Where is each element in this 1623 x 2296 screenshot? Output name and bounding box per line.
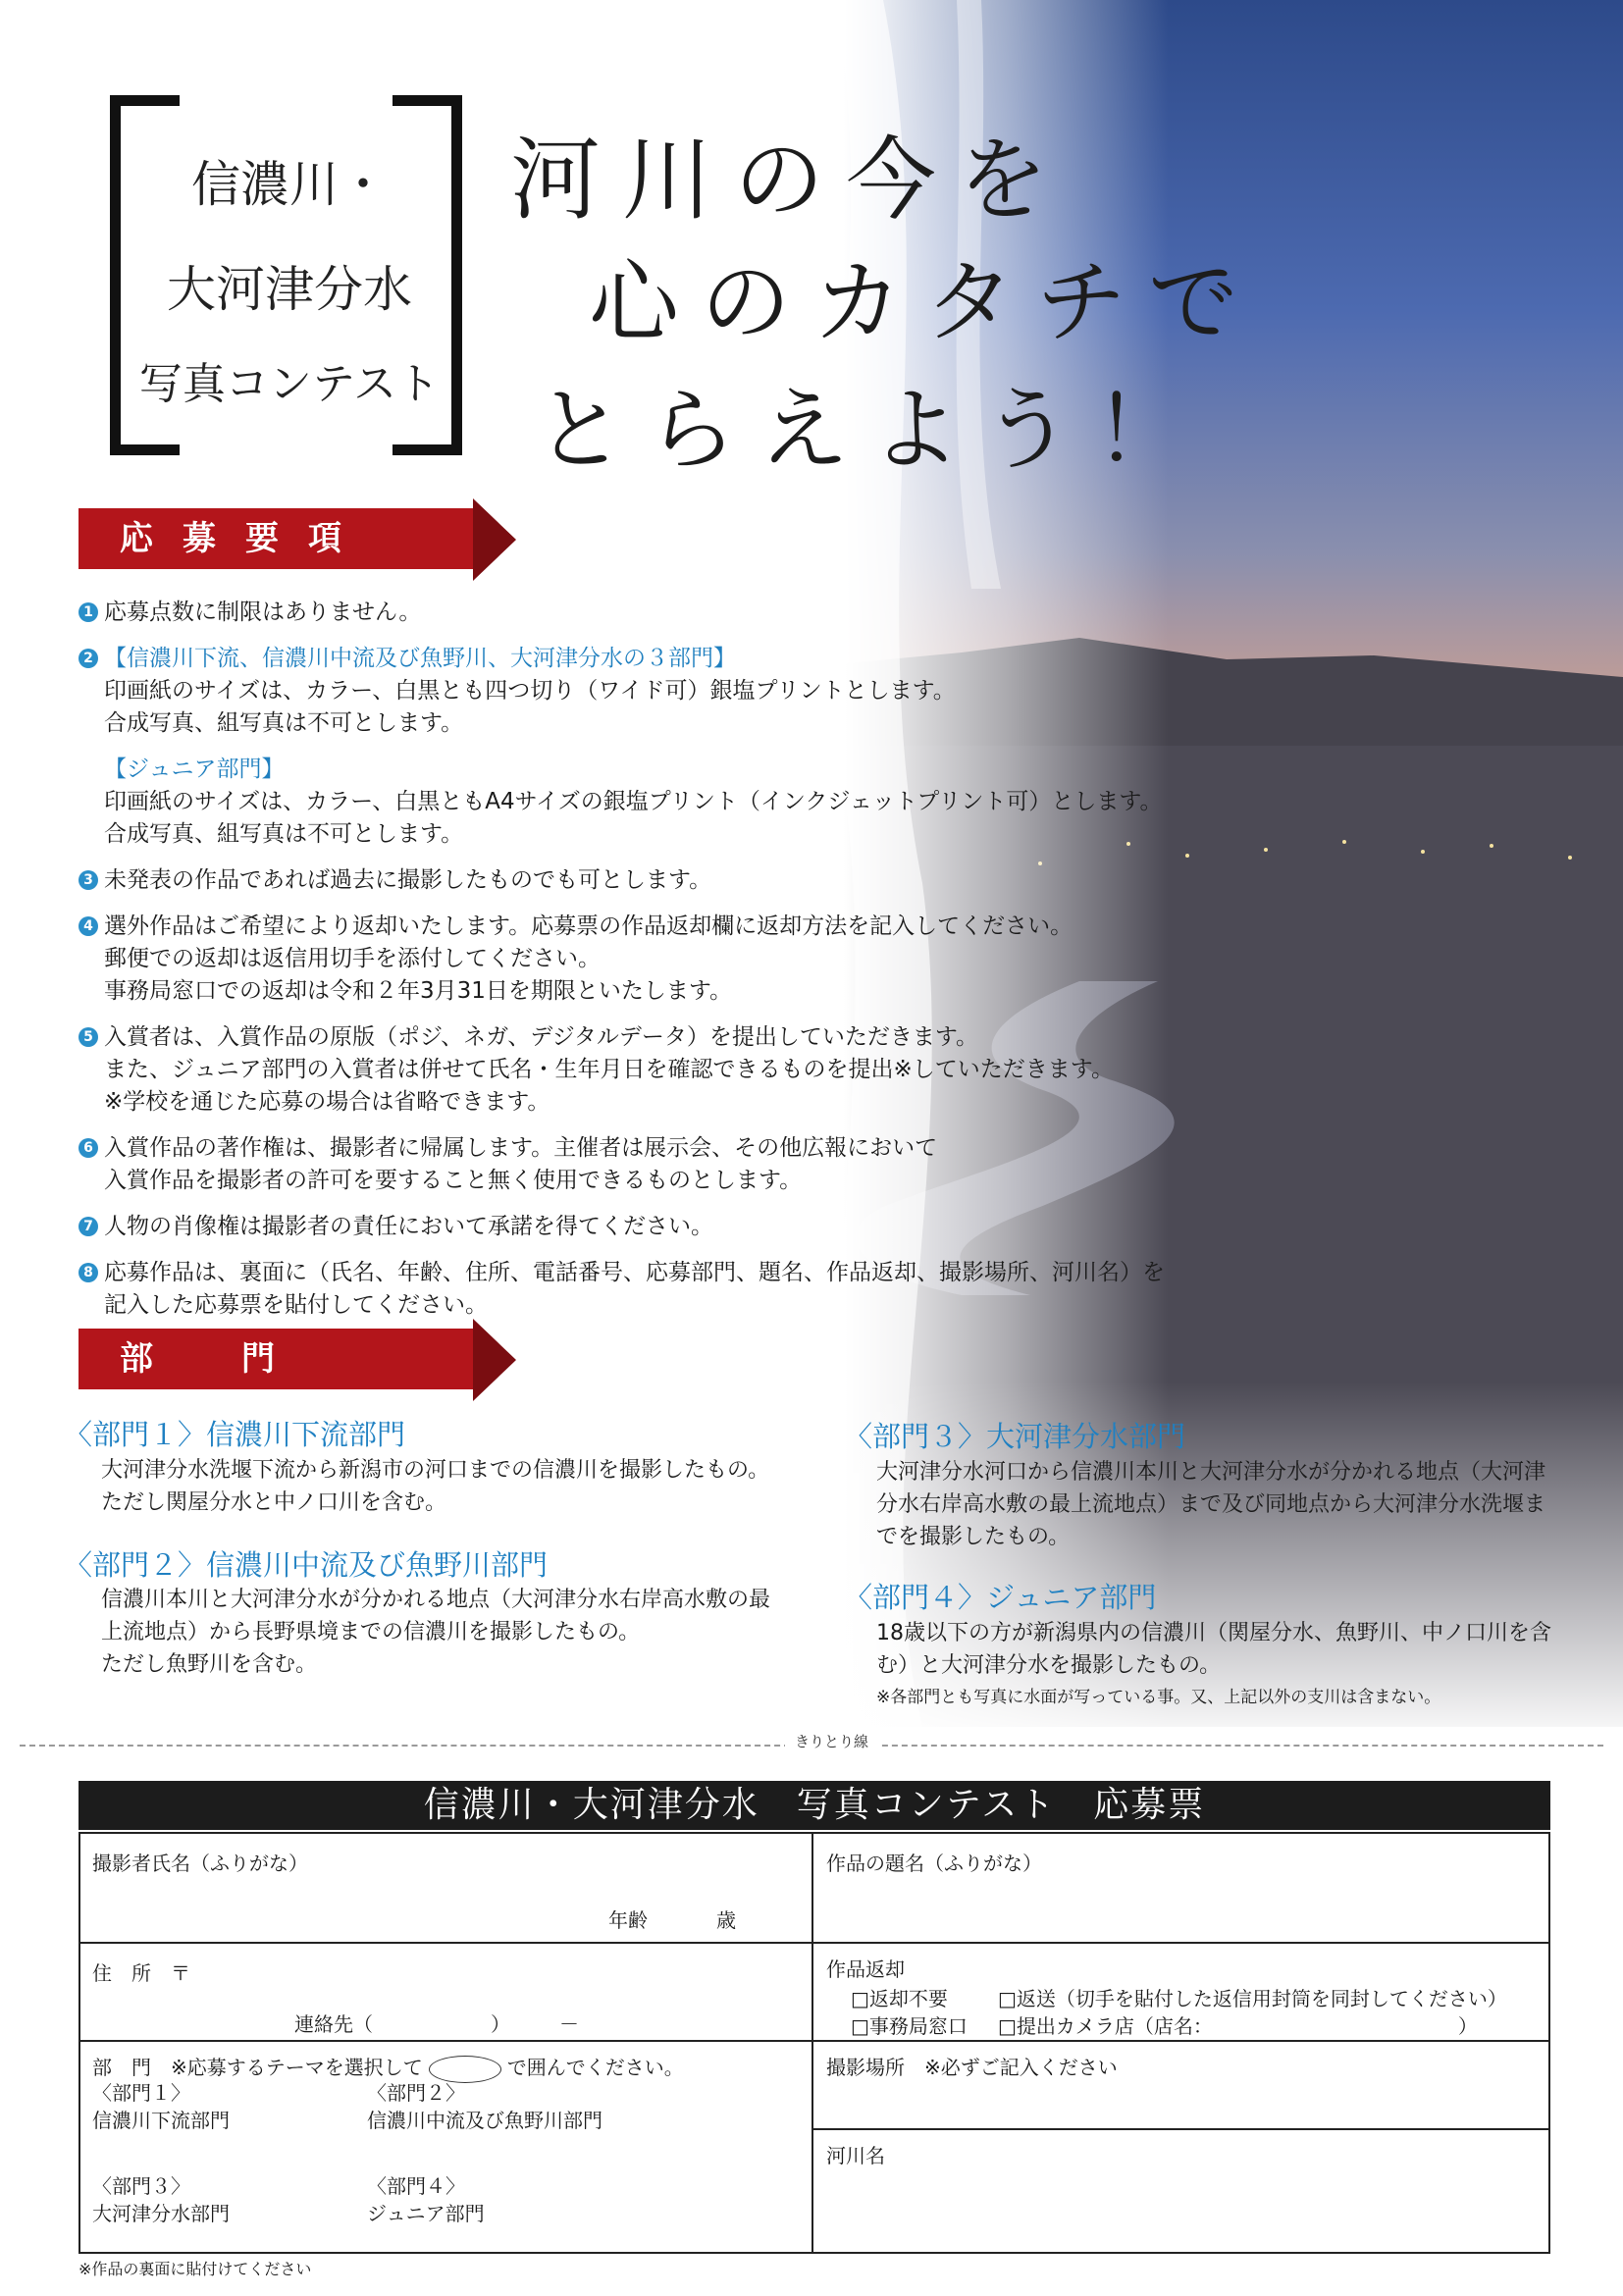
requirement-item (79, 1021, 1236, 1119)
requirements-heading (79, 508, 473, 569)
contact-field[interactable]: 連絡先（ ） － (294, 2012, 579, 2036)
cut-line-label: きりとり線 (785, 1731, 878, 1751)
requirement-text: また、ジュニア部門の入賞者は併せて氏名・生年月日を確認できるものを提出※していただきます。 (104, 1057, 1114, 1082)
ribbon-tail (473, 1319, 516, 1401)
requirement-item (79, 1257, 1236, 1322)
requirement-text: 印画紙のサイズは、カラー、白黒とも四つ切り（ワイド可）銀塩プリントとします。 (104, 678, 956, 704)
requirement-text: 郵便での返却は返信用切手を添付してください。 (104, 946, 601, 971)
number-badge-icon: 7 (79, 1217, 98, 1236)
age-unit: 歳 (716, 1908, 736, 1932)
form-rule (812, 2128, 1548, 2130)
category-1-title: 〈部門１〉信濃川下流部門 (64, 1418, 406, 1451)
shooting-place-field[interactable]: 撮影場所 ※必ずご記入ください (826, 2056, 1118, 2079)
number-badge-icon: 1 (79, 602, 98, 622)
category-option-1[interactable]: 〈部門１〉 信濃川下流部門 (92, 2081, 230, 2132)
river-name-field[interactable]: 河川名 (826, 2144, 885, 2167)
return-option-none[interactable]: □返却不要 (851, 1987, 948, 2010)
logo-line-3: 写真コンテスト (138, 359, 441, 409)
categories-heading-text: 部門 (120, 1339, 363, 1379)
age-label: 年齢 (608, 1908, 648, 1932)
requirement-text: 合成写真、組写真は不可とします。 (104, 821, 464, 847)
address-field[interactable]: 住 所 〒 (92, 1961, 190, 1985)
requirement-item (79, 1132, 1236, 1197)
requirement-text: 合成写真、組写真は不可とします。 (104, 710, 464, 736)
headline-line-3: とらえよう！ (535, 378, 1207, 483)
logo-line-1: 信濃川・ (191, 156, 388, 213)
requirements-heading-text: 応募要項 (120, 519, 371, 558)
requirement-text: 印画紙のサイズは、カラー、白黒ともA4サイズの銀塩プリント（インクジェットプリント可）とします。 (104, 789, 1163, 814)
number-badge-icon: 4 (79, 916, 98, 936)
number-badge-icon: 2 (79, 649, 98, 668)
form-title: 信濃川・大河津分水 写真コンテスト 応募票 (79, 1781, 1550, 1830)
form-rule (812, 2040, 1548, 2042)
category-2-title: 〈部門２〉信濃川中流及び魚野川部門 (64, 1548, 549, 1582)
number-badge-icon: 8 (79, 1263, 98, 1282)
category-option-2[interactable]: 〈部門２〉 信濃川中流及び魚野川部門 (367, 2081, 602, 2132)
category-2-body: 信濃川本川と大河津分水が分かれる地点（大河津分水右岸高水敷の最 上流地点）から長野県境までの信濃川を撮影したもの。 ただし魚野川を含む。 (101, 1588, 771, 1677)
ribbon-tail (473, 498, 516, 581)
requirement-text: 事務局窓口での返却は令和２年3月31日を期限といたします。 (104, 978, 733, 1004)
requirement-text: 未発表の作品であれば過去に撮影したものでも可とします。 (104, 867, 712, 893)
return-option-mail[interactable]: □返送（切手を貼付した返信用封筒を同封してください） (998, 1987, 1507, 2010)
requirement-text: ※学校を通じた応募の場合は省略できます。 (104, 1089, 550, 1115)
entry-form (79, 1832, 1550, 2254)
requirement-subheading: 【信濃川下流、信濃川中流及び魚野川、大河津分水の３部門】 (104, 646, 736, 671)
requirement-text: 応募作品は、裏面に（氏名、年齢、住所、電話番号、応募部門、題名、作品返却、撮影場所、河川名）を (104, 1260, 1165, 1285)
requirement-item (79, 911, 1236, 1008)
requirements-list (79, 597, 1236, 1335)
category-3-title: 〈部門３〉大河津分水部門 (844, 1420, 1186, 1453)
number-badge-icon: 5 (79, 1027, 98, 1047)
category-select-label: 部 門 ※応募するテーマを選択して で囲んでください。 (92, 2052, 684, 2083)
requirement-text: 選外作品はご希望により返却いたします。応募票の作品返却欄に返却方法を記入してください。 (104, 913, 1073, 939)
requirement-text: 記入した応募票を貼付してください。 (104, 1292, 488, 1318)
requirement-item (79, 1211, 1236, 1243)
requirement-text: 人物の肖像権は撮影者の責任において承諾を得てください。 (104, 1214, 713, 1239)
requirement-subheading: 【ジュニア部門】 (104, 757, 285, 782)
category-option-4[interactable]: 〈部門４〉 ジュニア部門 (367, 2174, 485, 2225)
form-rule (812, 1942, 1548, 1944)
return-label: 作品返却 (826, 1957, 905, 1981)
category-option-3[interactable]: 〈部門３〉 大河津分水部門 (92, 2174, 230, 2225)
requirement-text: 入賞作品の著作権は、撮影者に帰属します。主催者は展示会、その他広報において (104, 1135, 938, 1161)
requirement-text: 入賞作品を撮影者の許可を要すること無く使用できるものとします。 (104, 1168, 803, 1193)
category-4-title: 〈部門４〉ジュニア部門 (844, 1581, 1157, 1614)
requirement-text: 応募点数に制限はありません。 (104, 600, 422, 625)
headline-line-1: 河川の今を (510, 128, 1071, 233)
category-note: ※各部門とも写真に水面が写っている事。又、上記以外の支川は含まない。 (876, 1688, 1441, 1707)
requirement-item (79, 864, 1236, 897)
form-rule (80, 2040, 812, 2042)
requirement-item (79, 597, 1236, 629)
form-rule (80, 1942, 812, 1944)
return-option-office[interactable]: □事務局窓口 (851, 2014, 968, 2038)
category-4-body: 18歳以下の方が新潟県内の信濃川（関屋分水、魚野川、中ノ口川を含 む）と大河津分水を撮影したもの。 ※各部門とも写真に水面が写っている事。又、上記以外の支川は含まない。 (876, 1617, 1551, 1714)
headline-line-2: 心のカタチで (589, 250, 1261, 355)
category-1-body: 大河津分水洗堰下流から新潟市の河口までの信濃川を撮影したもの。 ただし関屋分水と中ノ口川を含む。 (101, 1458, 770, 1515)
form-footnote: ※作品の裏面に貼付けてください (79, 2260, 312, 2278)
number-badge-icon: 6 (79, 1138, 98, 1158)
return-option-camera-shop[interactable]: □提出カメラ店（店名： ） (998, 2014, 1478, 2038)
work-title-field[interactable]: 作品の題名（ふりがな） (826, 1852, 1042, 1875)
form-divider (812, 1834, 813, 2252)
photographer-name-field[interactable]: 撮影者氏名（ふりがな） (92, 1852, 308, 1875)
number-badge-icon: 3 (79, 870, 98, 890)
category-3-body: 大河津分水河口から信濃川本川と大河津分水が分かれる地点（大河津 分水右岸高水敷の最上流地点）まで及び同地点から大河津分水洗堰ま でを撮影したもの。 (876, 1460, 1546, 1549)
categories-heading (79, 1329, 473, 1389)
logo-line-2: 大河津分水 (167, 261, 412, 318)
requirement-text: 入賞者は、入賞作品の原版（ポジ、ネガ、デジタルデータ）を提出していただきます。 (104, 1024, 979, 1050)
requirement-item (79, 643, 1236, 851)
